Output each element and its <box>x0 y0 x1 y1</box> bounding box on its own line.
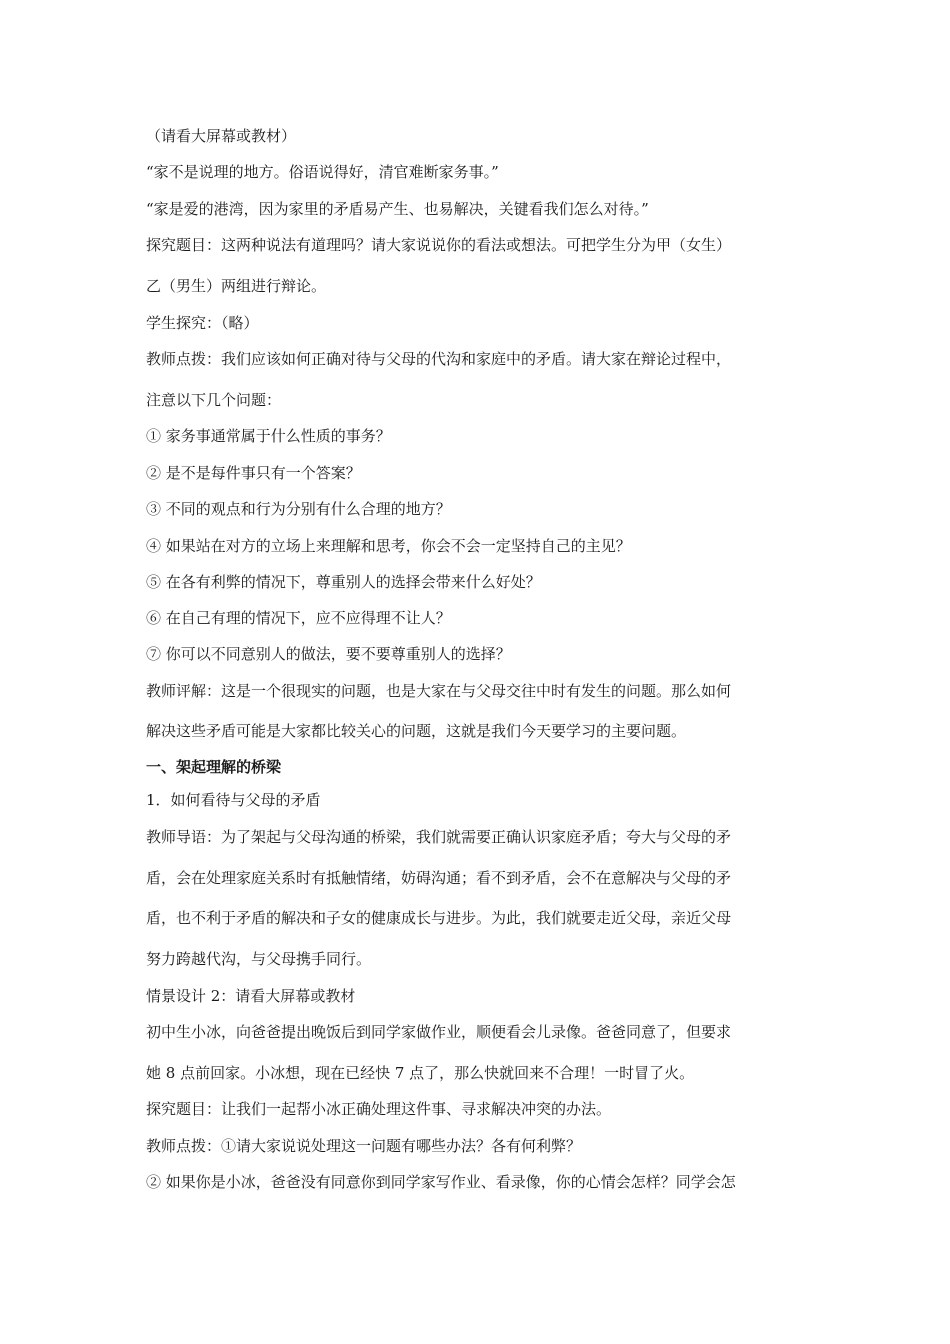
text-line: 教师评解：这是一个很现实的问题，也是大家在与父母交往中时有发生的问题。那么如何 <box>146 682 732 700</box>
list-item: ② 是不是每件事只有一个答案？ <box>146 464 361 482</box>
text-line: 盾，会在处理家庭关系时有抵触情绪，妨碍沟通；看不到矛盾，会不在意解决与父母的矛 <box>146 869 732 887</box>
text-line: 注意以下几个问题： <box>146 391 282 409</box>
text-line: 她 8 点前回家。小冰想，现在已经快 7 点了，那么快就回来不合理！一时冒了火。 <box>146 1064 695 1082</box>
text-line: 初中生小冰，向爸爸提出晚饭后到同学家做作业，顺便看会儿录像。爸爸同意了，但要求 <box>146 1023 732 1041</box>
list-item: ① 家务事通常属于什么性质的事务？ <box>146 427 391 445</box>
text-line: 情景设计 2：请看大屏幕或教材 <box>146 987 356 1005</box>
list-item: ⑤ 在各有利弊的情况下，尊重别人的选择会带来什么好处？ <box>146 573 541 591</box>
text-line: 盾，也不利于矛盾的解决和子女的健康成长与进步。为此，我们就要走近父母，亲近父母 <box>146 909 732 927</box>
text-line: （请看大屏幕或教材） <box>146 127 297 145</box>
text-line: 解决这些矛盾可能是大家都比较关心的问题，这就是我们今天要学习的主要问题。 <box>146 722 687 740</box>
list-item: ⑥ 在自己有理的情况下，应不应得理不让人？ <box>146 609 451 627</box>
text-line: 教师点拨：我们应该如何正确对待与父母的代沟和家庭中的矛盾。请大家在辩论过程中， <box>146 350 732 368</box>
section-heading: 一、架起理解的桥梁 <box>146 758 282 776</box>
text-line: 教师导语：为了架起与父母沟通的桥梁，我们就需要正确认识家庭矛盾；夸大与父母的矛 <box>146 828 732 846</box>
text-line: 探究题目：让我们一起帮小冰正确处理这件事、寻求解决冲突的办法。 <box>146 1100 612 1118</box>
text-line: 教师点拨：①请大家说说处理这一问题有哪些办法？各有何利弊？ <box>146 1137 582 1155</box>
text-line: “家是爱的港湾，因为家里的矛盾易产生、也易解决，关键看我们怎么对待。” <box>146 200 649 218</box>
text-line: 努力跨越代沟，与父母携手同行。 <box>146 950 372 968</box>
text-line: ② 如果你是小冰，爸爸没有同意你到同学家写作业、看录像，你的心情会怎样？同学会怎 <box>146 1173 736 1191</box>
text-line: 学生探究：（略） <box>146 314 259 332</box>
list-item: ⑦ 你可以不同意别人的做法，要不要尊重别人的选择？ <box>146 645 511 663</box>
list-item: ④ 如果站在对方的立场上来理解和思考，你会不会一定坚持自己的主见？ <box>146 537 631 555</box>
text-line: “家不是说理的地方。俗语说得好，清官难断家务事。” <box>146 163 499 181</box>
list-item: ③ 不同的观点和行为分别有什么合理的地方？ <box>146 500 451 518</box>
subsection-heading: 1．如何看待与父母的矛盾 <box>146 791 321 809</box>
text-line: 探究题目：这两种说法有道理吗？请大家说说你的看法或想法。可把学生分为甲（女生） <box>146 236 732 254</box>
text-line: 乙（男生）两组进行辩论。 <box>146 277 327 295</box>
